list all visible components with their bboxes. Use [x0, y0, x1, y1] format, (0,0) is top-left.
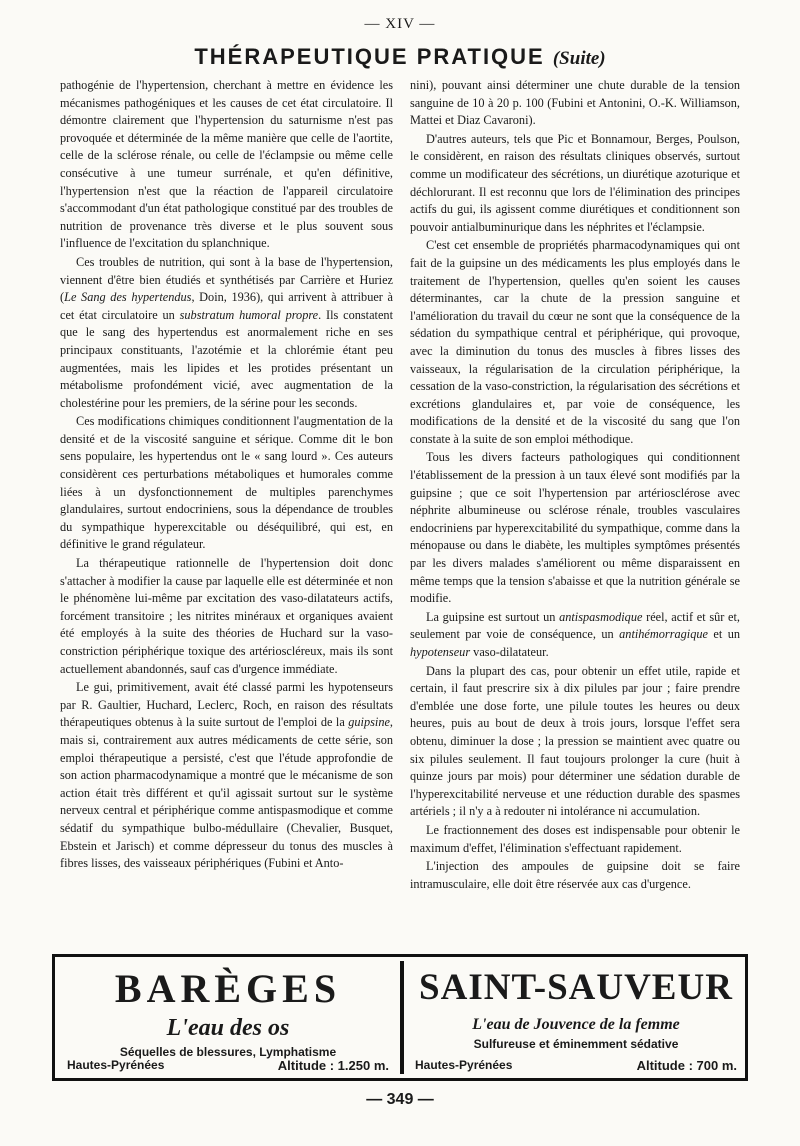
- paragraph: pathogénie de l'hypertension, cherchant à mettre en évidence les mécanismes pathogéniques et les causes de cet état circulatoire. Il démontre clairement que l'hypertension du saturnisme n'est pas provoquée et déterminée de la même manière que celle de l'aortite, celle de la sclérose rénale, ou celle de l'éclampsie ou même celle consécutive à une tumeur surrénale, et qu'en définitive, l'hypertension n'est que la réaction de l'appareil circulatoire s'accommodant d'un état pathologique constitué par des troubles de nutrition de provenance très diverse et le plus souvent sous l'influence de l'excitation du splanchnique.: [60, 78, 393, 251]
- text-run: Le gui, primitivement, avait été classé parmi les hypotenseurs par R. Gaultier, Huchard, Leclerc, Roch, en raison des résultats thérapeutiques obtenus à la suite surtout de l'emploi de la: [60, 680, 393, 730]
- paragraph: Dans la plupart des cas, pour obtenir un effet utile, rapide et certain, il faut prescrire six à dix pilules par jour ; faire prendre d'emblée une dose forte, une pilule toutes les heures ou deux heures, puis au bout de deux à trois jours, lorsque l'effet sera obtenu, diminuer la dose ; la pression se maintient avec quatre ou six pilules seulement. Il faut toujours prolonger la cure (huit à quinze jours par mois) pour déterminer une sédation durable de l'hyperexcitabilité nerveuse et une réduction durable des spasmes artériels ; il n'y a à redouter ni intolérance ni accumulation.: [410, 663, 740, 819]
- text-run: réel, actif et sûr et, seulement par voie de conséquence, un: [410, 609, 740, 642]
- ad-region: Hautes-Pyrénées: [67, 1058, 165, 1072]
- ad-altitude: Altitude : 700 m.: [636, 1058, 737, 1073]
- paragraph: Ces modifications chimiques conditionnent l'augmentation de la densité et de la viscosité sanguine et sérique. Comme dit le bon sens populaire, les hypertendus ont le « sang lourd ». Ces auteurs considèrent ces perturbations métaboliques et humorales comme liées à un dysfonctionnement de multiples parenchymes glandulaires, surtout endocriniens, sous la dépendance de troubles du sympathique hyperexcitable ou déséquilibré, qui est, en définitive le grand régulateur.: [60, 414, 393, 552]
- text-run: La guipsine est surtout un: [426, 609, 560, 624]
- left-text-column: [60, 77, 393, 941]
- ad-name: SAINT-SAUVEUR: [419, 967, 733, 1008]
- paragraph: La thérapeutique rationnelle de l'hypertension doit donc s'attacher à modifier la cause par laquelle elle est déterminée et non le phénomène lui-même par excitation des vaso-dilatateurs actifs, forcément transitoire ; les nitrites minéraux et organiques avaient été employés à la suite des théories de Huchard sur la vaso-constriction périphérique toxique des artérioscléreux, mais ils sont actuellement abandonnés, sauf cas d'urgence immédiate.: [60, 556, 393, 676]
- paragraph: [60, 254, 393, 412]
- text-run: , mais si, contrairement aux autres médicaments de cette série, son emploi thérapeutique a persisté, c'est que l'étude approfondie de son action pharmacodynamique a montré que le mécanisme de son action était très différent et qu'il agissait surtout sur le système nerveux central et périphérique comme antispasmodique et comme sédatif du sympathique bulbo-médullaire (Chevalier, Busquet, Ebstein et Jarisch) et comme dépresseur du tonus des muscles à fibres lisses, des vaisseaux périphériques (Fubini et Anto-: [60, 715, 393, 871]
- paragraph: Le fractionnement des doses est indispensable pour obtenir le maximum d'effet, l'élimination s'effectuant rapidement.: [410, 822, 740, 855]
- page-number: — 349 —: [366, 1091, 434, 1108]
- italic-term: substratum humoral propre: [179, 307, 319, 322]
- text-run: , Doin, 1936), qui arrivent à attribuer à cet état circulatoire un: [60, 290, 393, 322]
- ad-subtitle: Sulfureuse et éminemment sédative: [473, 1037, 679, 1051]
- page-title: [0, 44, 800, 70]
- text-run: vaso-dilatateur.: [470, 645, 549, 659]
- paragraph: Tous les divers facteurs pathologiques qui conditionnent l'établissement de la pression à un taux élevé sont modifiés par la guipsine ; que ce soit l'hypertension par artériosclérose avec néphrite albumineuse ou sclérose rénale, troubles vasculaires endocriniens par hyperexcitabilité du sympathique, comme dans la ménopause ou dans le diabète, les multiples symptômes présentés par les divers malades s'améliorent ou même disparaissent en même temps que la tension s'abaisse et que la nutrition générale se modifie.: [410, 450, 740, 606]
- paragraph: C'est cet ensemble de propriétés pharmacodynamiques qui ont fait de la guipsine un des médicaments les plus employés dans le traitement de l'hypertension, quelles qu'en soient les causes déterminantes, car la chute de la pression sanguine et l'amélioration du travail du cœur ne sont que la conséquence de la sédation du sympathique central et périphérique, qui provoque, avec la diminution du tonus des muscles à fibres lisses des vaisseaux, la régularisation de la circulation périphérique, la cessation de la vaso-constriction, la régularisation des sécrétions et excrétions glandulaires et, par voie de conséquence, les modifications de la densité et de la viscosité du sang que l'on constate à la suite de son emploi méthodique.: [410, 238, 740, 446]
- text-run: . Ils constatent que le sang des hypertendus est anormalement riche en ses principaux constituants, l'azotémie et la chlorémie étant peu augmentées, mais les lipides et les protides présentant un métabolisme profondément vicié, avec augmentation de la cholestérine pour les premiers, de la sérine pour les seconds.: [60, 307, 393, 410]
- text-run: Ces troubles de nutrition, qui sont à la base de l'hypertension, viennent d'être bien étudiés et synthétisés par Carrière et Huriez (: [60, 254, 393, 305]
- paragraph: [60, 679, 393, 873]
- ad-footer: [67, 1058, 389, 1073]
- ad-divider: [400, 961, 404, 1074]
- text-run: et un: [707, 627, 740, 642]
- bareges-ad: [63, 963, 393, 1075]
- paragraph: nini), pouvant ainsi déterminer une chute durable de la tension sanguine de 10 à 20 p. 100 (Fubini et Antonini, O.-K. Williamson, Mattei et Diaz Cavaroni).: [410, 78, 740, 128]
- ad-footer: [415, 1058, 737, 1073]
- advertisement-banner: [52, 954, 748, 1081]
- paragraph: L'injection des ampoules de guipsine doit se faire intramusculaire, elle doit être réservée aux cas d'urgence.: [410, 859, 740, 891]
- title-suffix: (Suite): [552, 48, 606, 69]
- paragraph: D'autres auteurs, tels que Pic et Bonnamour, Berges, Poulson, le considèrent, en raison des résultats cliniques observés, surtout comme un modificateur des sécrétions, un diurétique azoturique et déchlorurant. Il est reconnu que lors de l'élimination des principes actifs du gui, ils agissent comme diurétiques et conditionnent son pouvoir antialbuminurique dans les néphrites et l'éclampsie.: [410, 131, 740, 234]
- italic-term: antispasmodique: [559, 609, 643, 624]
- italic-term: Le Sang des hypertendus: [64, 290, 192, 305]
- italic-term: hypotenseur: [410, 645, 471, 659]
- ad-slogan: L'eau des os: [166, 1015, 290, 1041]
- ad-subtitle: Séquelles de blessures, Lymphatisme: [119, 1045, 337, 1059]
- right-text-column: [410, 77, 740, 941]
- ad-slogan: L'eau de Jouvence de la femme: [472, 1016, 680, 1033]
- ad-region: Hautes-Pyrénées: [415, 1058, 513, 1072]
- saint-sauveur-ad: [411, 963, 741, 1075]
- italic-term: guipsine: [348, 715, 390, 730]
- paragraph: [410, 609, 740, 662]
- page-roman-numeral: — XIV —: [364, 16, 436, 32]
- ad-name: BARÈGES: [114, 966, 342, 1011]
- italic-term: antihémorragique: [619, 627, 708, 642]
- title-text: THÉRAPEUTIQUE PRATIQUE: [194, 44, 545, 69]
- ad-altitude: Altitude : 1.250 m.: [277, 1058, 389, 1073]
